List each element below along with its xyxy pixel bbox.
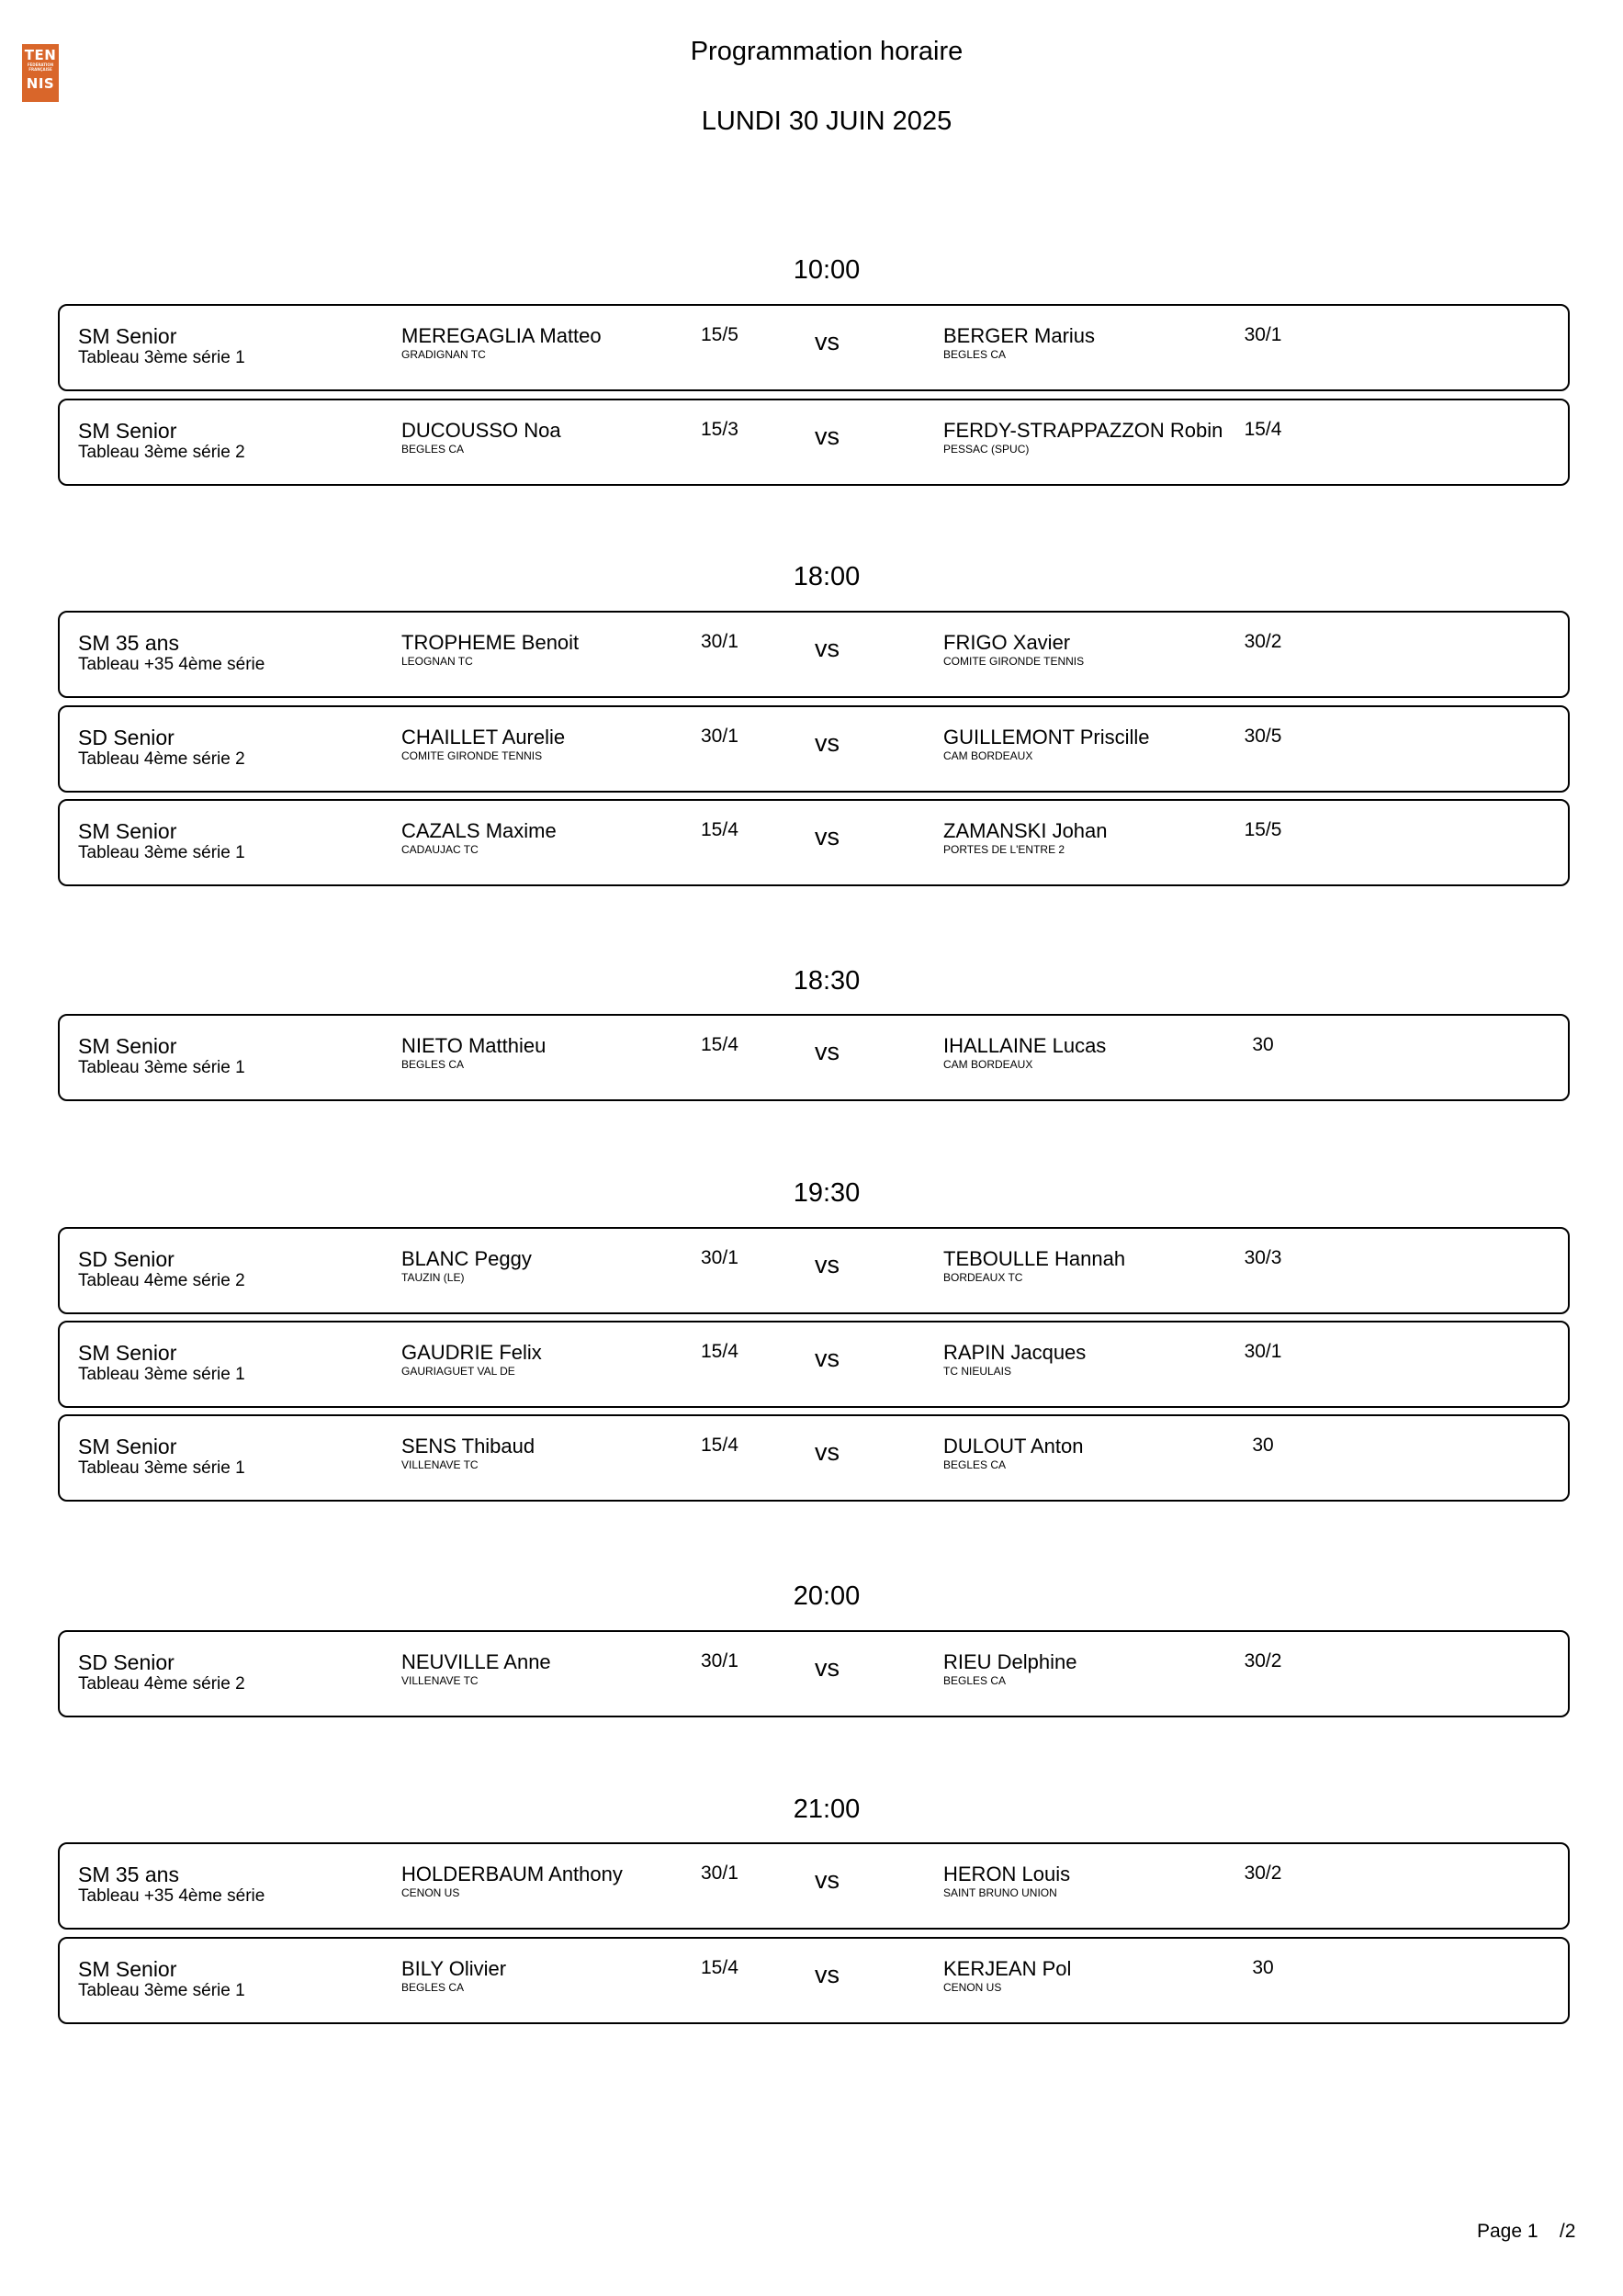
versus-label: vs <box>815 635 840 662</box>
match-category: SD Senior <box>78 726 175 749</box>
page-date: LUNDI 30 JUIN 2025 <box>701 107 952 136</box>
logo-text-top: TEN <box>24 47 57 63</box>
player2-name: FERDY-STRAPPAZZON Robin <box>943 419 1223 442</box>
match-table: Tableau 3ème série 1 <box>78 1365 245 1384</box>
match-card <box>58 1414 1570 1502</box>
versus-label: vs <box>815 729 840 757</box>
player1-club: TAUZIN (LE) <box>401 1271 465 1284</box>
versus-label: vs <box>815 1345 840 1372</box>
logo-text-small: FÉDÉRATION FRANÇAISE <box>27 62 54 72</box>
match-category: SM Senior <box>78 1034 177 1058</box>
player2-name: BERGER Marius <box>943 324 1096 347</box>
player2-ranking: 30/1 <box>1244 1341 1282 1362</box>
player1-name: MEREGAGLIA Matteo <box>401 324 602 347</box>
player1-name: SENS Thibaud <box>401 1435 535 1458</box>
player2-name: RAPIN Jacques <box>943 1341 1087 1364</box>
versus-label: vs <box>815 1251 840 1278</box>
player2-name: ZAMANSKI Johan <box>943 819 1108 842</box>
player2-club: CAM BORDEAUX <box>943 749 1033 762</box>
match-card <box>58 1014 1570 1101</box>
player1-name: GAUDRIE Felix <box>401 1341 542 1364</box>
page-number: Page 1 /2 <box>1477 2221 1576 2242</box>
versus-label: vs <box>815 1961 840 1988</box>
player2-ranking: 30 <box>1252 1435 1274 1456</box>
player2-ranking: 30 <box>1252 1957 1274 1978</box>
player1-name: TROPHEME Benoit <box>401 631 580 654</box>
page-title: Programmation horaire <box>690 37 964 66</box>
match-table: Tableau 3ème série 1 <box>78 348 245 367</box>
player1-club: BEGLES CA <box>401 443 465 456</box>
logo-text-bottom: NIS <box>26 75 55 92</box>
match-card <box>58 799 1570 886</box>
match-card <box>58 1842 1570 1930</box>
player2-name: FRIGO Xavier <box>943 631 1071 654</box>
match-card <box>58 1937 1570 2024</box>
player1-club: GRADIGNAN TC <box>401 348 486 361</box>
player1-name: CHAILLET Aurelie <box>401 726 566 748</box>
match-table: Tableau +35 4ème série <box>78 655 265 674</box>
player1-club: COMITE GIRONDE TENNIS <box>401 749 543 762</box>
player1-ranking: 15/4 <box>701 819 738 840</box>
player1-name: BLANC Peggy <box>401 1247 532 1270</box>
player2-name: TEBOULLE Hannah <box>943 1247 1126 1270</box>
match-table: Tableau +35 4ème série <box>78 1886 265 1906</box>
player1-name: BILY Olivier <box>401 1957 507 1980</box>
player1-ranking: 15/3 <box>701 419 738 440</box>
match-card <box>58 399 1570 486</box>
player1-ranking: 15/4 <box>701 1435 738 1456</box>
versus-label: vs <box>815 1038 840 1065</box>
player1-ranking: 15/4 <box>701 1957 738 1978</box>
match-table: Tableau 4ème série 2 <box>78 1271 245 1290</box>
match-category: SM Senior <box>78 1957 177 1981</box>
player2-club: CENON US <box>943 1981 1002 1994</box>
player2-name: GUILLEMONT Priscille <box>943 726 1150 748</box>
match-table: Tableau 3ème série 1 <box>78 1458 245 1478</box>
match-category: SM Senior <box>78 324 177 348</box>
player1-ranking: 30/1 <box>701 1247 738 1268</box>
match-table: Tableau 4ème série 2 <box>78 749 245 769</box>
player1-name: NIETO Matthieu <box>401 1034 547 1057</box>
match-category: SM 35 ans <box>78 631 179 655</box>
player1-ranking: 15/4 <box>701 1341 738 1362</box>
player1-club: CENON US <box>401 1886 460 1899</box>
match-table: Tableau 3ème série 1 <box>78 1058 245 1077</box>
player2-club: CAM BORDEAUX <box>943 1058 1033 1071</box>
versus-label: vs <box>815 328 840 355</box>
slot-time: 21:00 <box>793 1795 861 1824</box>
player1-ranking: 30/1 <box>701 726 738 747</box>
player1-ranking: 15/4 <box>701 1034 738 1055</box>
slot-time: 19:30 <box>793 1178 861 1208</box>
player2-ranking: 30/1 <box>1244 324 1282 345</box>
match-card <box>58 1227 1570 1314</box>
player2-club: BEGLES CA <box>943 348 1007 361</box>
player2-club: BEGLES CA <box>943 1458 1007 1471</box>
match-category: SM Senior <box>78 419 177 443</box>
match-category: SM Senior <box>78 1341 177 1365</box>
match-category: SD Senior <box>78 1650 175 1674</box>
player2-ranking: 30/2 <box>1244 1863 1282 1884</box>
match-card <box>58 705 1570 793</box>
player2-club: BEGLES CA <box>943 1674 1007 1687</box>
versus-label: vs <box>815 823 840 850</box>
match-table: Tableau 4ème série 2 <box>78 1674 245 1694</box>
player1-club: BEGLES CA <box>401 1058 465 1071</box>
player2-name: RIEU Delphine <box>943 1650 1077 1673</box>
match-card <box>58 304 1570 391</box>
player1-ranking: 30/1 <box>701 631 738 652</box>
player2-ranking: 30/2 <box>1244 1650 1282 1671</box>
match-category: SM Senior <box>78 819 177 843</box>
player2-club: BORDEAUX TC <box>943 1271 1023 1284</box>
match-category: SM Senior <box>78 1435 177 1458</box>
player2-club: SAINT BRUNO UNION <box>943 1886 1057 1899</box>
player2-ranking: 30 <box>1252 1034 1274 1055</box>
match-card <box>58 1321 1570 1408</box>
slot-time: 18:30 <box>793 966 861 996</box>
player2-club: COMITE GIRONDE TENNIS <box>943 655 1085 668</box>
versus-label: vs <box>815 1654 840 1682</box>
player2-name: KERJEAN Pol <box>943 1957 1072 1980</box>
match-category: SD Senior <box>78 1247 175 1271</box>
player1-name: DUCOUSSO Noa <box>401 419 561 442</box>
player1-club: BEGLES CA <box>401 1981 465 1994</box>
slot-time: 20:00 <box>793 1581 861 1611</box>
player1-club: VILLENAVE TC <box>401 1458 479 1471</box>
match-table: Tableau 3ème série 1 <box>78 843 245 862</box>
player2-club: PORTES DE L'ENTRE 2 <box>943 843 1065 856</box>
player2-name: DULOUT Anton <box>943 1435 1084 1458</box>
player1-club: LEOGNAN TC <box>401 655 473 668</box>
match-table: Tableau 3ème série 2 <box>78 443 245 462</box>
player2-name: IHALLAINE Lucas <box>943 1034 1107 1057</box>
player2-club: TC NIEULAIS <box>943 1365 1012 1378</box>
player2-club: PESSAC (SPUC) <box>943 443 1030 456</box>
match-card <box>58 611 1570 698</box>
slot-time: 10:00 <box>793 255 861 285</box>
player2-ranking: 15/5 <box>1244 819 1282 840</box>
player1-club: CADAUJAC TC <box>401 843 479 856</box>
slot-time: 18:00 <box>793 562 861 591</box>
player1-club: GAURIAGUET VAL DE <box>401 1365 515 1378</box>
player1-ranking: 15/5 <box>701 324 738 345</box>
player2-ranking: 15/4 <box>1244 419 1282 440</box>
versus-label: vs <box>815 1866 840 1894</box>
player2-ranking: 30/5 <box>1244 726 1282 747</box>
player1-name: HOLDERBAUM Anthony <box>401 1863 623 1885</box>
versus-label: vs <box>815 422 840 450</box>
player1-ranking: 30/1 <box>701 1863 738 1884</box>
match-category: SM 35 ans <box>78 1863 179 1886</box>
player1-name: CAZALS Maxime <box>401 819 557 842</box>
player1-club: VILLENAVE TC <box>401 1674 479 1687</box>
player2-ranking: 30/2 <box>1244 631 1282 652</box>
match-table: Tableau 3ème série 1 <box>78 1981 245 2000</box>
match-card <box>58 1630 1570 1717</box>
player1-ranking: 30/1 <box>701 1650 738 1671</box>
player1-name: NEUVILLE Anne <box>401 1650 551 1673</box>
player2-name: HERON Louis <box>943 1863 1071 1885</box>
versus-label: vs <box>815 1438 840 1466</box>
player2-ranking: 30/3 <box>1244 1247 1282 1268</box>
